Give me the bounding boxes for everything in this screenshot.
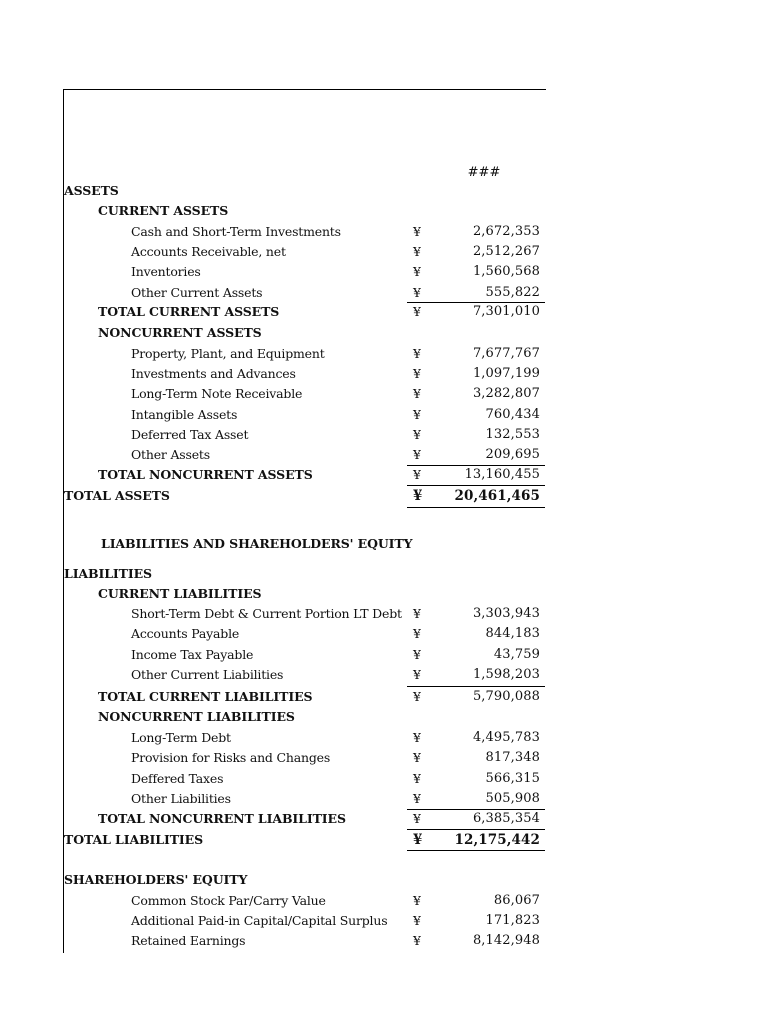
- section-heading: ASSETS: [64, 183, 119, 198]
- line-item-label: Additional Paid-in Capital/Capital Surplus: [131, 913, 388, 928]
- subsection-heading: NONCURRENT LIABILITIES: [98, 709, 295, 724]
- line-item-label: Intangible Assets: [131, 407, 238, 422]
- currency-symbol: ¥: [413, 913, 421, 928]
- line-item-value: 8,142,948: [472, 933, 540, 948]
- line-item: [0, 222, 768, 242]
- total-underline: [407, 850, 545, 851]
- section-heading: LIABILITIES: [64, 566, 152, 581]
- line-item: [0, 748, 768, 768]
- liab-equity-heading-row: [0, 534, 768, 554]
- subsection-heading: CURRENT LIABILITIES: [98, 586, 262, 601]
- currency-symbol: ¥: [413, 407, 421, 422]
- currency-symbol: ¥: [413, 689, 421, 704]
- current-liabilities-heading-row: [0, 584, 768, 604]
- currency-symbol: ¥: [413, 893, 421, 908]
- line-item-label: Common Stock Par/Carry Value: [131, 893, 326, 908]
- line-item-value: 171,823: [485, 913, 540, 928]
- line-item-value: 4,495,783: [472, 730, 540, 745]
- line-item: [0, 645, 768, 665]
- currency-symbol: ¥: [413, 386, 421, 401]
- subtotal-label: TOTAL NONCURRENT ASSETS: [98, 467, 313, 482]
- currency-symbol: ¥: [413, 366, 421, 381]
- total-label: TOTAL LIABILITIES: [64, 832, 204, 847]
- line-item: [0, 665, 768, 685]
- subtotal-row: [0, 809, 768, 829]
- line-item-value: 2,672,353: [472, 224, 540, 239]
- total-label: TOTAL ASSETS: [64, 488, 170, 503]
- line-item-value: 86,067: [493, 893, 540, 908]
- currency-symbol: ¥: [413, 224, 421, 239]
- currency-symbol: ¥: [413, 346, 421, 361]
- subtotal-value: 6,385,354: [472, 811, 540, 826]
- line-item-value: 505,908: [485, 791, 540, 806]
- currency-symbol: ¥: [413, 647, 421, 662]
- line-item-value: 555,822: [485, 285, 540, 300]
- line-item: [0, 344, 768, 364]
- total-row: [0, 830, 768, 850]
- line-item: [0, 789, 768, 809]
- currency-symbol: ¥: [413, 832, 423, 848]
- line-item-label: Other Liabilities: [131, 791, 231, 806]
- line-item: [0, 364, 768, 384]
- line-item-label: Short-Term Debt & Current Portion LT Debt: [131, 606, 402, 621]
- noncurrent-assets-heading-row: [0, 323, 768, 343]
- line-item-value: 1,097,199: [472, 366, 540, 381]
- line-item-value: 1,560,568: [472, 264, 540, 279]
- line-item-label: Income Tax Payable: [131, 647, 254, 662]
- current-assets-heading-row: [0, 201, 768, 221]
- currency-symbol: ¥: [413, 427, 421, 442]
- subtotal-row: [0, 465, 768, 485]
- line-item: [0, 384, 768, 404]
- line-item: [0, 911, 768, 931]
- line-item: [0, 624, 768, 644]
- section-heading: LIABILITIES AND SHAREHOLDERS' EQUITY: [101, 536, 413, 551]
- total-underline: [407, 507, 545, 508]
- line-item: [0, 604, 768, 624]
- subtotal-value: 5,790,088: [472, 689, 540, 704]
- total-value: 20,461,465: [454, 488, 540, 504]
- line-item-label: Accounts Payable: [131, 626, 240, 641]
- line-item-label: Other Current Liabilities: [131, 667, 284, 682]
- line-item-value: 132,553: [485, 427, 540, 442]
- line-item: [0, 728, 768, 748]
- subsection-heading: NONCURRENT ASSETS: [98, 325, 262, 340]
- line-item: [0, 425, 768, 445]
- currency-symbol: ¥: [413, 304, 421, 319]
- line-item-value: 760,434: [485, 407, 540, 422]
- currency-symbol: ¥: [413, 467, 421, 482]
- total-value: 12,175,442: [454, 832, 540, 848]
- currency-symbol: ¥: [413, 771, 421, 786]
- line-item: [0, 445, 768, 465]
- currency-symbol: ¥: [413, 730, 421, 745]
- currency-symbol: ¥: [413, 667, 421, 682]
- line-item-label: Other Assets: [131, 447, 210, 462]
- line-item-label: Retained Earnings: [131, 933, 246, 948]
- line-item-label: Property, Plant, and Equipment: [131, 346, 325, 361]
- liabilities-heading-row: [0, 564, 768, 584]
- subtotal-label: TOTAL NONCURRENT LIABILITIES: [98, 811, 346, 826]
- currency-symbol: ¥: [413, 791, 421, 806]
- line-item-label: Provision for Risks and Changes: [131, 750, 331, 765]
- line-item: [0, 405, 768, 425]
- line-item-label: Deferred Tax Asset: [131, 427, 249, 442]
- line-item-value: 209,695: [485, 447, 540, 462]
- line-item-value: 7,677,767: [472, 346, 540, 361]
- subtotal-label: TOTAL CURRENT ASSETS: [98, 304, 280, 319]
- total-row: [0, 486, 768, 506]
- subtotal-value: 7,301,010: [472, 304, 540, 319]
- assets-heading-row: [0, 181, 768, 201]
- line-item: [0, 891, 768, 911]
- subtotal-row: [0, 302, 768, 322]
- currency-symbol: ¥: [413, 606, 421, 621]
- line-item: [0, 262, 768, 282]
- currency-symbol: ¥: [413, 285, 421, 300]
- line-item: [0, 769, 768, 789]
- subtotal-row: [0, 687, 768, 707]
- line-item-label: Long-Term Debt: [131, 730, 231, 745]
- equity-heading-row: [0, 870, 768, 890]
- currency-symbol: ¥: [413, 933, 421, 948]
- subtotal-value: 13,160,455: [464, 467, 540, 482]
- year-header: ###: [467, 165, 501, 180]
- currency-symbol: ¥: [413, 447, 421, 462]
- currency-symbol: ¥: [413, 244, 421, 259]
- currency-symbol: ¥: [413, 264, 421, 279]
- line-item-label: Cash and Short-Term Investments: [131, 224, 341, 239]
- currency-symbol: ¥: [413, 626, 421, 641]
- currency-symbol: ¥: [413, 750, 421, 765]
- currency-symbol: ¥: [413, 811, 421, 826]
- line-item-label: Other Current Assets: [131, 285, 263, 300]
- section-heading: SHAREHOLDERS' EQUITY: [64, 872, 248, 887]
- noncurrent-liabilities-heading-row: [0, 707, 768, 727]
- line-item-value: 817,348: [485, 750, 540, 765]
- line-item-label: Accounts Receivable, net: [131, 244, 286, 259]
- subtotal-label: TOTAL CURRENT LIABILITIES: [98, 689, 313, 704]
- line-item-value: 566,315: [485, 771, 540, 786]
- subsection-heading: CURRENT ASSETS: [98, 203, 229, 218]
- line-item: [0, 242, 768, 262]
- line-item-value: 1,598,203: [472, 667, 540, 682]
- line-item-label: Long-Term Note Receivable: [131, 386, 303, 401]
- line-item: [0, 931, 768, 951]
- line-item-label: Deffered Taxes: [131, 771, 224, 786]
- line-item: [0, 283, 768, 303]
- line-item-value: 3,282,807: [472, 386, 540, 401]
- line-item-label: Inventories: [131, 264, 201, 279]
- line-item-value: 43,759: [493, 647, 540, 662]
- line-item-value: 844,183: [485, 626, 540, 641]
- line-item-label: Investments and Advances: [131, 366, 296, 381]
- currency-symbol: ¥: [413, 488, 423, 504]
- line-item-value: 2,512,267: [472, 244, 540, 259]
- line-item-value: 3,303,943: [472, 606, 540, 621]
